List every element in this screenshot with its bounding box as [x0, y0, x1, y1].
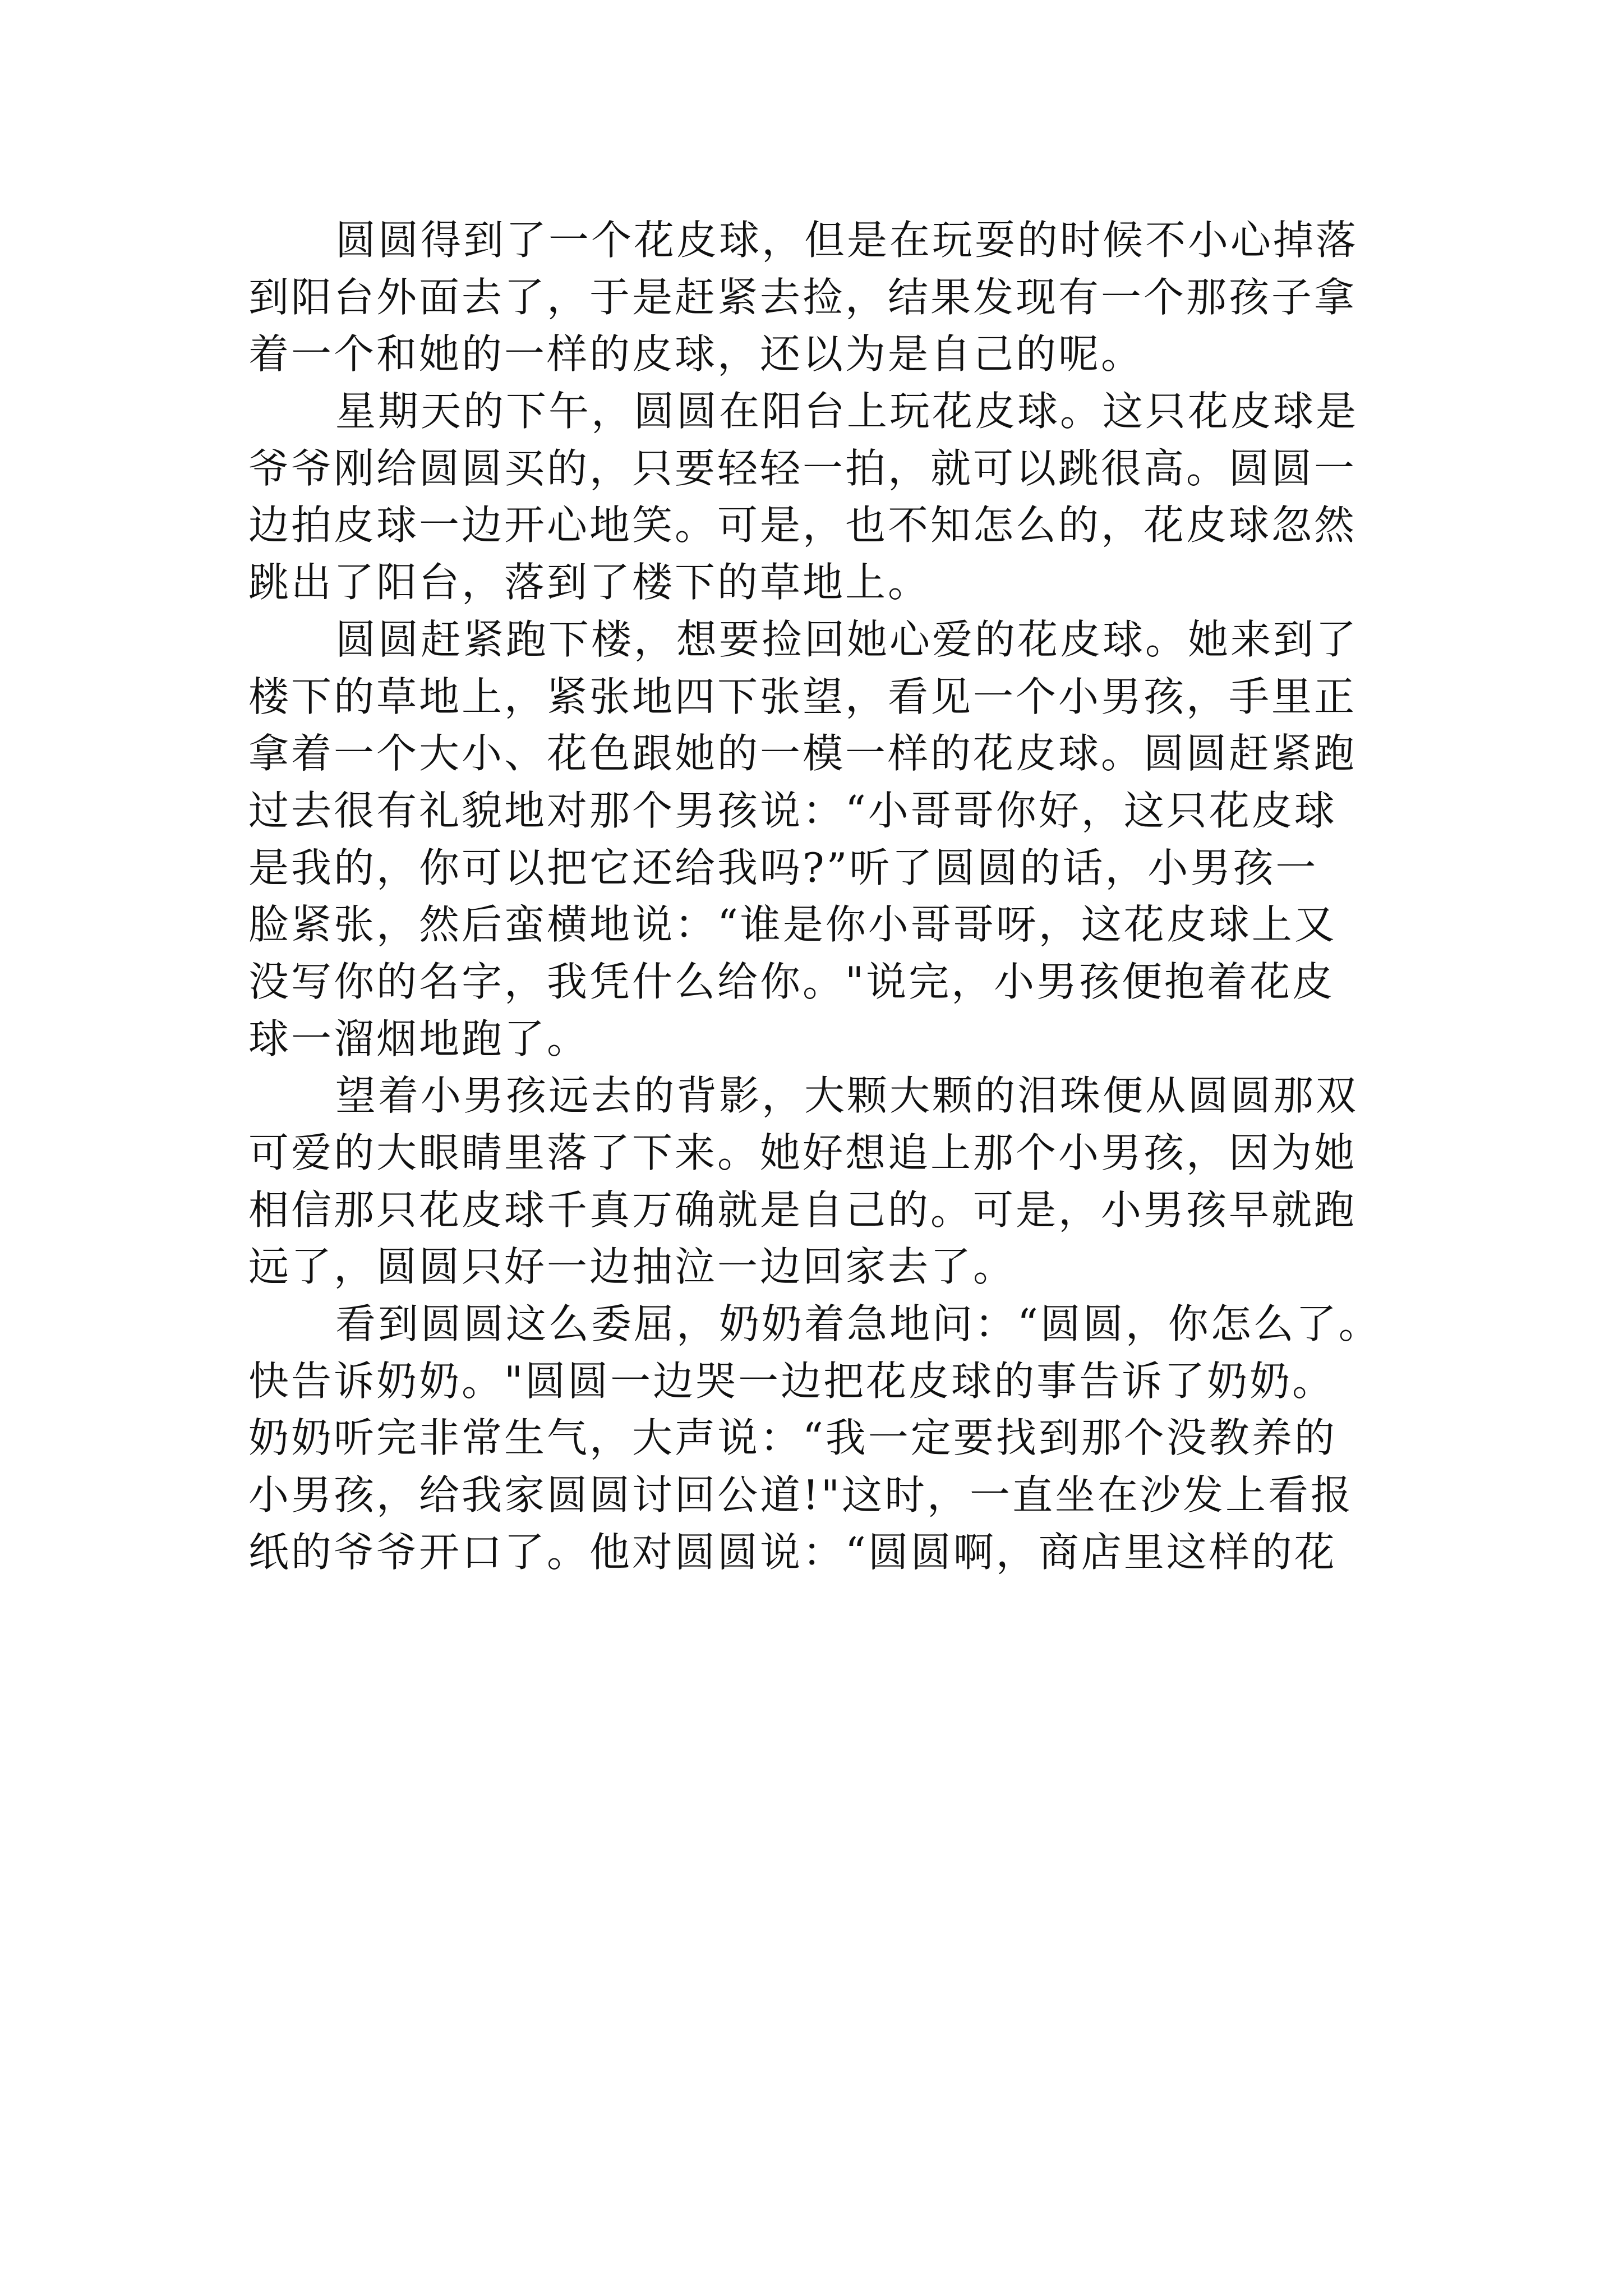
- text-line: 远了，圆圆只好一边抽泣一边回家去了。: [248, 1243, 1016, 1291]
- text-line: 跳出了阳台，落到了楼下的草地上。: [248, 559, 931, 606]
- paragraph-first-line: 看到圆圆这么委屈，奶奶着急地问：“圆圆，你怎么了。: [335, 1300, 1381, 1348]
- text-line: 奶奶听完非常生气，大声说：“我一定要找到那个没教养的: [248, 1414, 1337, 1462]
- text-line: 到阳台外面去了，于是赶紧去捡，结果发现有一个那孩子拿: [248, 273, 1357, 321]
- text-line: 相信那只花皮球千真万确就是自己的。可是，小男孩早就跑: [248, 1186, 1357, 1234]
- text-line: 着一个和她的一样的皮球，还以为是自己的呢。: [248, 330, 1144, 378]
- text-line: 拿着一个大小、花色跟她的一模一样的花皮球。圆圆赶紧跑: [248, 730, 1357, 777]
- text-line: 球一溜烟地跑了。: [248, 1015, 590, 1062]
- text-line: 小男孩，给我家圆圆讨回公道!"这时，一直坐在沙发上看报: [248, 1471, 1354, 1519]
- text-line: 爷爷刚给圆圆买的，只要轻轻一拍，就可以跳很高。圆圆一: [248, 444, 1357, 492]
- text-line: 过去很有礼貌地对那个男孩说：“小哥哥你好，这只花皮球: [248, 786, 1337, 834]
- paragraph-first-line: 圆圆赶紧跑下楼，想要捡回她心爱的花皮球。她来到了: [335, 615, 1359, 663]
- text-line: 可爱的大眼睛里落了下来。她好想追上那个小男孩，因为她: [248, 1129, 1357, 1176]
- text-line: 没写你的名字，我凭什么给你。"说完，小男孩便抱着花皮: [248, 958, 1335, 1005]
- text-line: 是我的，你可以把它还给我吗?”听了圆圆的话，小男孩一: [248, 844, 1318, 891]
- text-line: 边拍皮球一边开心地笑。可是，也不知怎么的，花皮球忽然: [248, 501, 1357, 549]
- paragraph-first-line: 望着小男孩远去的背影，大颗大颗的泪珠便从圆圆那双: [335, 1072, 1359, 1120]
- text-line: 脸紧张，然后蛮横地说：“谁是你小哥哥呀，这花皮球上又: [248, 901, 1337, 949]
- text-line: 楼下的草地上，紧张地四下张望，看见一个小男孩，手里正: [248, 673, 1357, 720]
- text-line: 纸的爷爷开口了。他对圆圆说：“圆圆啊，商店里这样的花: [248, 1528, 1337, 1576]
- paragraph-first-line: 星期天的下午，圆圆在阳台上玩花皮球。这只花皮球是: [335, 388, 1359, 435]
- text-line: 快告诉奶奶。"圆圆一边哭一边把花皮球的事告诉了奶奶。: [248, 1357, 1335, 1405]
- story-text: [248, 212, 1381, 1581]
- paragraph-first-line: 圆圆得到了一个花皮球，但是在玩耍的时候不小心掉落: [335, 217, 1359, 264]
